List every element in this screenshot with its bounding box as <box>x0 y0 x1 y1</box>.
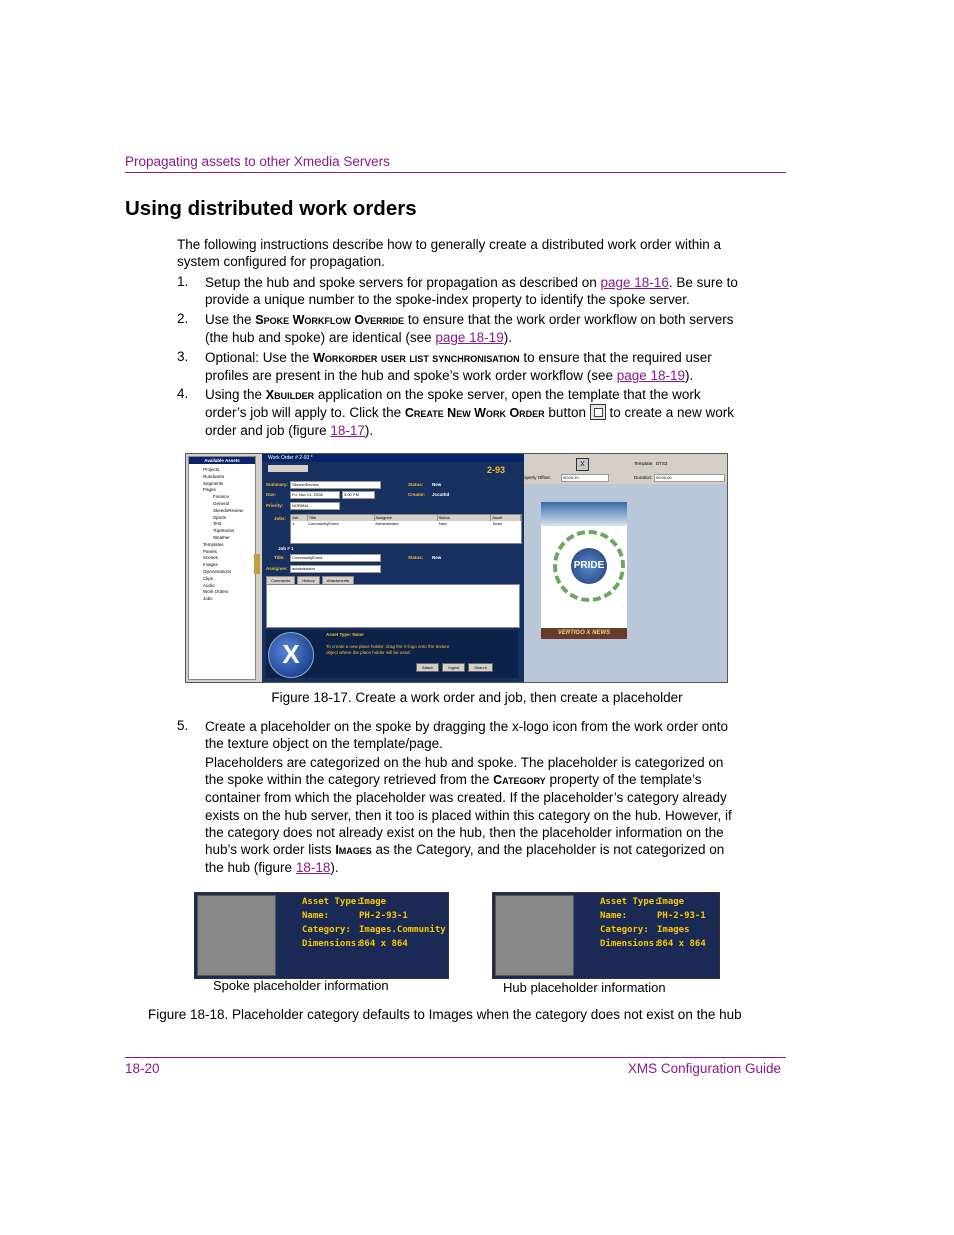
news-ticker: VERTIGO X NEWS <box>541 628 627 639</box>
tree-item[interactable]: Templates <box>203 541 224 547</box>
step-4-number: 4. <box>177 386 189 401</box>
column-header[interactable]: Asset <box>491 515 521 521</box>
tree-item[interactable]: Rundowns <box>203 473 225 479</box>
placeholder-field-label: Category: <box>302 925 351 935</box>
placeholder-field-value: 864 x 864 <box>657 939 706 949</box>
tree-item[interactable]: Test <box>213 521 222 527</box>
status-value: New <box>432 482 442 487</box>
step-3-number: 3. <box>177 349 189 364</box>
tree-item[interactable]: Clips <box>203 575 214 581</box>
placeholder-field-value: Images <box>657 925 690 935</box>
tree-item[interactable]: Weather <box>213 535 230 540</box>
step-4-text: Using the Xbuilder application on the spoke server, open the template that the work order’s job will apply to. Click the Create New Work Order button to create a new work order and job (figure 18-17). <box>205 387 735 439</box>
placeholder-field-label: Name: <box>302 911 330 921</box>
placeholder-field-value: Image <box>657 897 685 907</box>
step-1-text: Setup the hub and spoke servers for propagation as described on page 18-16. Be sure to provide a unique number to the spoke-index property to identify the spoke server. <box>205 275 738 308</box>
hub-placeholder-panel <box>492 892 720 979</box>
due-label: Due: <box>266 492 276 497</box>
tab-attachments[interactable]: Attachments <box>322 576 354 585</box>
offset-label: operty Offset: <box>524 475 551 480</box>
placeholder-field-label: Category: <box>600 925 649 935</box>
table-cell: CommunityEvent <box>308 521 339 526</box>
summary-field[interactable]: SkeedoReview <box>290 481 381 489</box>
tree-item[interactable]: Scenes <box>203 555 219 561</box>
step-5-details: Placeholders are categorized on the hub and spoke. The placeholder is categorized on the spoke within the category retrieved from the Category property of the template’s container from which the placeholder was created. If the placeholder’s category already exists on the hub server, then it too is placed within this category on the hub. However, if the category does not already exist on the hub, then the placeholder information on the hub’s work order lists Images as the Category, and the placeholder is not categorized on the hub (figure 18-18). <box>205 755 732 876</box>
step-2-number: 2. <box>177 311 189 326</box>
figure-18-18-caption: Figure 18-18. Placeholder category defaults to Images when the category does not exist on the hub <box>148 1007 742 1022</box>
placeholder-field-value: PH-2-93-1 <box>657 911 706 921</box>
placeholder-field-value: Images.Community <box>359 925 446 935</box>
column-header[interactable]: Job <box>291 515 308 521</box>
step-3-text: Optional: Use the Workorder user list synchronisation to ensure that the required user profiles are present in the hub and spoke’s work order workflow (see page 18-19). <box>205 350 712 384</box>
asset-tree-header: Available Assets <box>189 457 255 464</box>
figure-18-17-screenshot <box>185 453 728 683</box>
tab-comments[interactable]: Comments <box>266 576 295 585</box>
table-cell: New <box>438 521 447 526</box>
placeholder-field-value: Image <box>359 897 387 907</box>
column-header[interactable]: Title <box>308 515 375 521</box>
close-icon[interactable]: X <box>576 458 589 471</box>
placeholder-field-value: PH-2-93-1 <box>359 911 408 921</box>
placeholder-field-label: Dimensions: <box>600 939 660 949</box>
step-2-text: Use the Spoke Workflow Override to ensure that the work order workflow on both servers (the hub and spoke) are identical (see page 18-19). <box>205 312 734 346</box>
work-order-titlebar: Work Order # 2-93 * <box>262 454 530 462</box>
tree-item[interactable]: Audio <box>203 582 215 588</box>
title-label: Title: <box>274 555 285 560</box>
assignee-label: Assignee: <box>266 566 288 571</box>
creator-label: Creator: <box>408 492 426 497</box>
tree-item[interactable]: OpAnimations <box>203 569 232 574</box>
tree-item[interactable]: General <box>213 501 230 506</box>
step-5-text: Create a placeholder on the spoke by dragging the x-logo icon from the work order onto the texture object on the template/page. <box>205 719 729 752</box>
page-number: 18-20 <box>125 1061 160 1076</box>
column-header[interactable]: Assignee <box>375 515 438 521</box>
spoke-placeholder-label: Spoke placeholder information <box>213 978 389 993</box>
due-date-field[interactable]: Fri, Nov 21, 2008 <box>290 491 340 499</box>
tree-item[interactable]: Work Orders <box>203 589 229 595</box>
hub-placeholder-label: Hub placeholder information <box>503 980 666 995</box>
splitter-handle[interactable] <box>254 554 260 574</box>
creator-value: Jccuthd <box>432 492 450 497</box>
placeholder-area <box>266 630 518 678</box>
template-preview-pane <box>524 454 727 682</box>
step-1-number: 1. <box>177 274 189 289</box>
table-cell: Administrator <box>375 521 399 526</box>
spoke-placeholder-panel <box>194 892 449 979</box>
jobs-table <box>290 514 522 544</box>
tree-item[interactable]: Projects <box>203 467 220 472</box>
template-label: Template: <box>634 461 654 466</box>
create-work-order-icon <box>590 404 606 420</box>
placeholder-thumbnail <box>495 895 574 976</box>
summary-label: Summary: <box>266 482 289 487</box>
priority-label: Priority: <box>266 503 284 508</box>
attach-button[interactable]: Attach <box>416 663 439 672</box>
x-logo-icon[interactable]: X <box>268 632 314 678</box>
page-18-19-link-2[interactable]: page 18-19 <box>616 368 686 384</box>
tree-item[interactable]: SkeedoReview <box>213 507 244 513</box>
job-title-field[interactable]: CommunityEvent <box>290 554 381 562</box>
job-status-value: New <box>432 555 442 560</box>
asset-tree <box>188 456 256 680</box>
template-page <box>541 502 627 639</box>
duration-field[interactable]: 00:00:00 <box>654 474 725 482</box>
tree-item[interactable]: Pages <box>203 487 216 493</box>
placeholder-field-label: Asset Type: <box>302 897 362 907</box>
running-header: Propagating assets to other Xmedia Servers <box>125 154 390 169</box>
page-18-16-link[interactable]: page 18-16 <box>600 275 669 290</box>
table-cell: None <box>492 521 503 526</box>
comments-box[interactable] <box>266 584 520 628</box>
page-18-19-link[interactable]: page 18-19 <box>435 330 504 346</box>
duration-label: Duration: <box>634 475 653 480</box>
priority-select[interactable]: NORMAL <box>290 502 340 510</box>
ingest-button[interactable]: Ingest <box>442 663 465 672</box>
template-value: DTS2 <box>656 461 668 466</box>
table-row[interactable] <box>291 521 521 527</box>
work-order-panel <box>262 454 524 682</box>
pride-logo-icon: PRIDE <box>553 530 625 602</box>
work-order-toolbar <box>268 465 308 472</box>
placeholder-field-value: 864 x 864 <box>359 939 408 949</box>
job-heading: Job # 1 <box>278 546 294 551</box>
tree-item[interactable]: Finance <box>213 494 230 500</box>
tree-item[interactable]: TopStories <box>213 528 235 534</box>
search-button[interactable]: Search <box>468 663 493 672</box>
section-title: Using distributed work orders <box>125 197 417 220</box>
figure-18-17-link[interactable]: 18-17 <box>330 423 365 439</box>
column-header[interactable]: Status <box>438 515 492 521</box>
placeholder-thumbnail <box>197 895 276 976</box>
tree-item[interactable]: Images <box>203 562 218 568</box>
footer-rule <box>125 1057 786 1058</box>
placeholder-instruction: To create a new place holder: drag the X-logo onto the texture object where the place holder will be used. <box>326 644 450 655</box>
job-status-label: Status: <box>408 555 424 560</box>
guide-title: XMS Configuration Guide <box>627 1061 781 1076</box>
tree-item[interactable]: Sports <box>213 514 227 520</box>
tree-item[interactable]: Panels <box>203 548 217 554</box>
assignee-select[interactable]: administrator <box>290 565 381 573</box>
placeholder-field-label: Dimensions: <box>302 939 362 949</box>
figure-18-18-link[interactable]: 18-18 <box>295 860 331 876</box>
placeholder-field-label: Name: <box>600 911 628 921</box>
jobs-label: Jobs: <box>274 516 287 521</box>
status-label: Status: <box>408 482 424 487</box>
tree-item[interactable]: Jobs <box>203 596 213 602</box>
offset-field[interactable]: 00:00:10 <box>561 474 609 482</box>
asset-type-line: Asset Type: None <box>326 632 364 637</box>
table-cell: 1 <box>292 521 295 526</box>
due-time-field[interactable]: 3:00 PM <box>342 491 375 499</box>
work-order-number: 2-93 <box>487 465 506 475</box>
tab-history[interactable]: History <box>297 576 319 585</box>
step-5-number: 5. <box>177 718 189 733</box>
intro-paragraph: The following instructions describe how to generally create a distributed work order within a system configured for propagation. <box>177 237 722 270</box>
placeholder-field-label: Asset Type: <box>600 897 660 907</box>
tree-item[interactable]: Segments <box>203 480 224 486</box>
header-rule <box>125 172 786 173</box>
figure-18-17-caption: Figure 18-17. Create a work order and job, then create a placeholder <box>271 690 683 705</box>
